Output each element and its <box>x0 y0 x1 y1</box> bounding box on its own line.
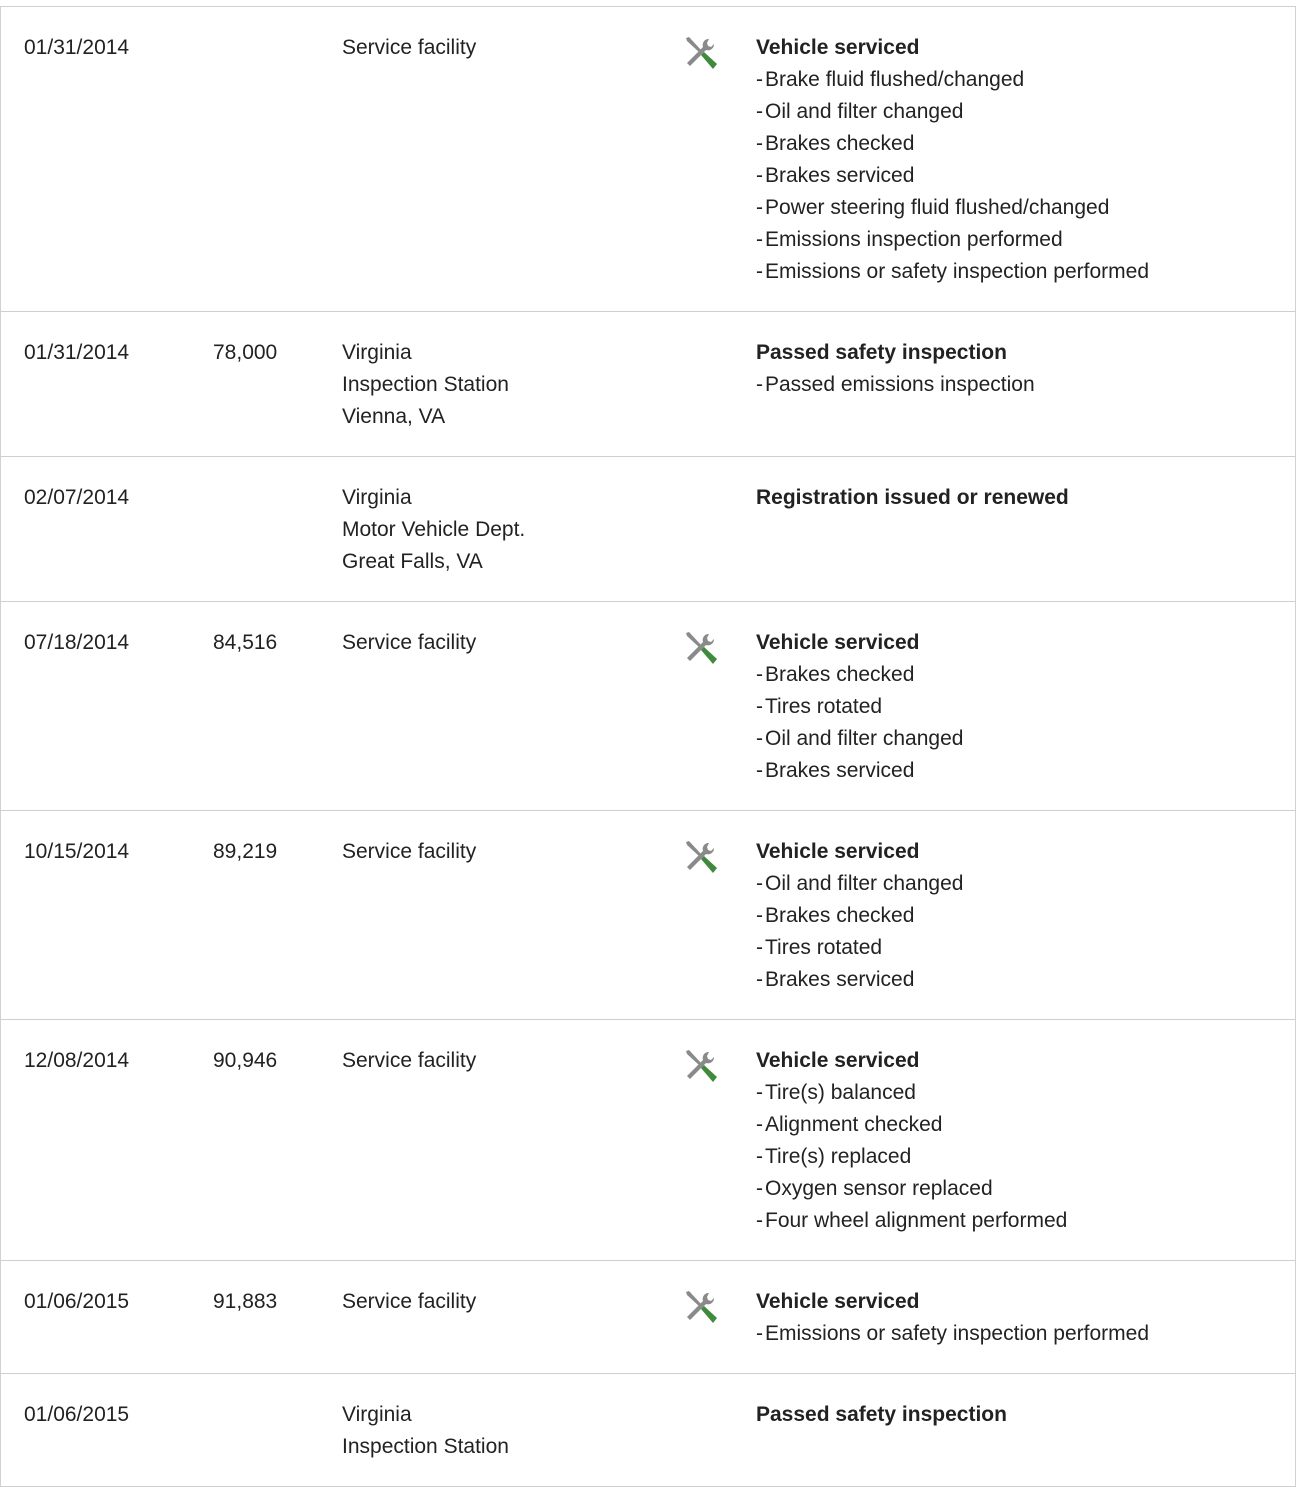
record-detail-text: Brakes serviced <box>765 759 915 782</box>
record-detail-item <box>756 691 1295 723</box>
record-detail-item <box>756 1077 1295 1109</box>
bullet-dash: - <box>756 1113 763 1136</box>
record-detail-text: Brakes serviced <box>765 164 915 187</box>
record-source-line: Service facility <box>342 36 477 59</box>
bullet-dash: - <box>756 228 763 251</box>
record-detail-item <box>756 224 1295 256</box>
record-detail-text: Tires rotated <box>765 936 883 959</box>
record-date: 12/08/2014 <box>24 1049 130 1072</box>
history-record-row <box>1 1374 1295 1487</box>
record-detail-text: Passed emissions inspection <box>765 373 1035 396</box>
history-record-row <box>1 457 1295 602</box>
record-mileage: 78,000 <box>213 341 278 364</box>
record-detail-text: Tires rotated <box>765 695 883 718</box>
bullet-dash: - <box>756 759 763 782</box>
bullet-dash: - <box>756 373 763 396</box>
bullet-dash: - <box>756 164 763 187</box>
record-detail-text: Brakes checked <box>765 663 915 686</box>
service-wrench-screwdriver-icon <box>682 1288 720 1326</box>
record-detail-text: Power steering fluid flushed/changed <box>765 196 1110 219</box>
record-detail-text: Alignment checked <box>765 1113 943 1136</box>
vehicle-history-table <box>0 6 1296 1487</box>
record-mileage: 89,219 <box>213 840 278 863</box>
record-details <box>756 337 1295 433</box>
record-source <box>342 836 476 868</box>
bullet-dash: - <box>756 1145 763 1168</box>
record-detail-title: Registration issued or renewed <box>756 486 1069 509</box>
record-source-line: Service facility <box>342 1290 477 1313</box>
record-detail-title: Vehicle serviced <box>756 631 920 654</box>
history-record-row <box>1 602 1295 811</box>
bullet-dash: - <box>756 904 763 927</box>
record-source-line: Service facility <box>342 1049 477 1072</box>
record-detail-text: Brakes serviced <box>765 968 915 991</box>
bullet-dash: - <box>756 100 763 123</box>
record-details <box>756 1286 1295 1350</box>
history-record-row <box>1 811 1295 1020</box>
service-wrench-screwdriver-icon <box>682 1047 720 1085</box>
record-detail-item <box>756 192 1295 224</box>
bullet-dash: - <box>756 1209 763 1232</box>
record-detail-item <box>756 868 1295 900</box>
record-detail-title: Vehicle serviced <box>756 1049 920 1072</box>
record-detail-text: Oil and filter changed <box>765 727 964 750</box>
record-detail-text: Four wheel alignment performed <box>765 1209 1068 1232</box>
record-detail-text: Oxygen sensor replaced <box>765 1177 993 1200</box>
record-source-line: Service facility <box>342 631 477 654</box>
bullet-dash: - <box>756 68 763 91</box>
bullet-dash: - <box>756 872 763 895</box>
record-detail-item <box>756 160 1295 192</box>
record-detail-text: Oil and filter changed <box>765 872 964 895</box>
record-source-line: Inspection Station <box>342 373 509 396</box>
service-wrench-screwdriver-icon <box>682 629 720 667</box>
record-detail-item <box>756 932 1295 964</box>
record-detail-text: Oil and filter changed <box>765 100 964 123</box>
record-details <box>756 32 1295 288</box>
record-detail-item <box>756 1109 1295 1141</box>
record-source-line: Motor Vehicle Dept. <box>342 518 526 541</box>
record-source <box>342 32 476 64</box>
record-details <box>756 1399 1295 1463</box>
record-detail-item <box>756 900 1295 932</box>
record-detail-item <box>756 1318 1295 1350</box>
record-date: 07/18/2014 <box>24 631 130 654</box>
record-source <box>342 627 476 659</box>
record-date: 01/06/2015 <box>24 1403 130 1426</box>
record-date: 10/15/2014 <box>24 840 130 863</box>
record-detail-item <box>756 964 1295 996</box>
bullet-dash: - <box>756 968 763 991</box>
record-detail-item <box>756 64 1295 96</box>
record-date: 01/06/2015 <box>24 1290 130 1313</box>
record-detail-text: Brake fluid flushed/changed <box>765 68 1025 91</box>
record-source-line: Virginia <box>342 341 412 364</box>
record-source-line: Service facility <box>342 840 477 863</box>
record-detail-title: Vehicle serviced <box>756 1290 920 1313</box>
record-detail-text: Emissions or safety inspection performed <box>765 260 1149 283</box>
bullet-dash: - <box>756 695 763 718</box>
history-record-row <box>1 1261 1295 1374</box>
record-detail-text: Brakes checked <box>765 904 915 927</box>
record-date: 01/31/2014 <box>24 341 130 364</box>
bullet-dash: - <box>756 260 763 283</box>
bullet-dash: - <box>756 936 763 959</box>
record-detail-title: Passed safety inspection <box>756 341 1007 364</box>
bullet-dash: - <box>756 196 763 219</box>
record-source-line: Vienna, VA <box>342 405 446 428</box>
record-source-line: Inspection Station <box>342 1435 509 1458</box>
record-details <box>756 1045 1295 1237</box>
record-detail-text: Emissions or safety inspection performed <box>765 1322 1149 1345</box>
record-mileage: 91,883 <box>213 1290 278 1313</box>
bullet-dash: - <box>756 1322 763 1345</box>
record-source <box>342 482 525 578</box>
record-detail-item <box>756 1173 1295 1205</box>
record-source-line: Great Falls, VA <box>342 550 483 573</box>
record-detail-item <box>756 755 1295 787</box>
record-detail-item <box>756 659 1295 691</box>
record-detail-item <box>756 369 1295 401</box>
bullet-dash: - <box>756 727 763 750</box>
record-detail-item <box>756 256 1295 288</box>
bullet-dash: - <box>756 1081 763 1104</box>
record-source-line: Virginia <box>342 486 412 509</box>
record-detail-item <box>756 1141 1295 1173</box>
record-detail-title: Passed safety inspection <box>756 1403 1007 1426</box>
record-source <box>342 1399 509 1463</box>
record-detail-text: Tire(s) replaced <box>765 1145 912 1168</box>
bullet-dash: - <box>756 132 763 155</box>
record-detail-text: Brakes checked <box>765 132 915 155</box>
record-source-line: Virginia <box>342 1403 412 1426</box>
record-date: 01/31/2014 <box>24 36 130 59</box>
record-mileage: 90,946 <box>213 1049 278 1072</box>
record-mileage: 84,516 <box>213 631 278 654</box>
record-detail-text: Emissions inspection performed <box>765 228 1063 251</box>
bullet-dash: - <box>756 1177 763 1200</box>
record-detail-text: Tire(s) balanced <box>765 1081 916 1104</box>
record-detail-item <box>756 723 1295 755</box>
record-details <box>756 482 1295 578</box>
record-details <box>756 836 1295 996</box>
record-date: 02/07/2014 <box>24 486 130 509</box>
history-record-row <box>1 312 1295 457</box>
record-source <box>342 1045 476 1077</box>
record-detail-item <box>756 128 1295 160</box>
record-detail-title: Vehicle serviced <box>756 840 920 863</box>
record-details <box>756 627 1295 787</box>
record-detail-item <box>756 96 1295 128</box>
service-wrench-screwdriver-icon <box>682 34 720 72</box>
record-source <box>342 1286 476 1318</box>
record-source <box>342 337 509 433</box>
record-detail-title: Vehicle serviced <box>756 36 920 59</box>
history-record-row <box>1 7 1295 312</box>
history-record-row <box>1 1020 1295 1261</box>
service-wrench-screwdriver-icon <box>682 838 720 876</box>
record-detail-item <box>756 1205 1295 1237</box>
bullet-dash: - <box>756 663 763 686</box>
